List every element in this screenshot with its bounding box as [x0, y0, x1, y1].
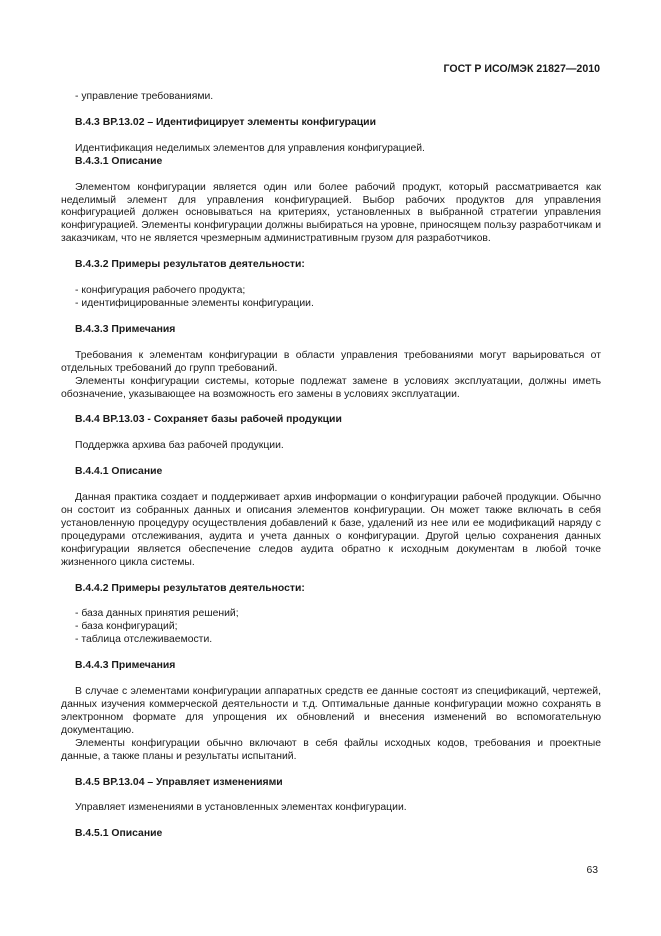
- paragraph-block: [61, 350, 601, 402]
- list-item: - идентифицированные элементы конфигурации.: [75, 297, 314, 309]
- section-heading-b44: В.4.4 ВР.13.03 - Сохраняет базы рабочей продукции: [75, 414, 342, 426]
- list-item: - база конфигураций;: [75, 621, 178, 633]
- list-item: - таблица отслеживаемости.: [75, 634, 213, 646]
- list-item: - управление требованиями.: [75, 91, 214, 102]
- paragraph: В случае с элементами конфигурации аппаратных средств ее данные состоят из спецификаций, чертежей, данных изучения коммерческой деятельности и т.д. Оптимальные данные конфигурации можно сохранять в электронном формате для упрощения их обновлений и внесения изменений во вспомогательную документацию.: [61, 686, 601, 736]
- subsection-heading: В.4.5.1 Описание: [75, 828, 163, 840]
- standard-header: ГОСТ Р ИСО/МЭК 21827—2010: [443, 63, 600, 75]
- list-item: - конфигурация рабочего продукта;: [75, 285, 246, 297]
- section-heading-b45: В.4.5 ВР.13.04 – Управляет изменениями: [75, 776, 283, 788]
- paragraph: Элементы конфигурации системы, которые подлежат замене в условиях эксплуатации, должны иметь обозначение, указывающее на возможность его замены в условиях эксплуатации.: [61, 375, 601, 400]
- section-heading-b43: В.4.3 ВР.13.02 – Идентифицирует элементы конфигурации: [75, 116, 376, 128]
- list-item: - база данных принятия решений;: [75, 608, 239, 620]
- paragraph-block: [61, 182, 601, 247]
- subsection-heading: В.4.3.2 Примеры результатов деятельности:: [75, 259, 305, 271]
- paragraph-block: [61, 492, 601, 569]
- section-summary: Идентификация неделимых элементов для управления конфигурацией.: [75, 142, 425, 154]
- subsection-heading: В.4.4.1 Описание: [75, 466, 163, 478]
- subsection-heading: В.4.3.1 Описание: [75, 155, 163, 167]
- subsection-heading: В.4.3.3 Примечания: [75, 323, 176, 335]
- examples-list: [75, 285, 599, 311]
- paragraph-block: [61, 686, 601, 763]
- paragraph: Элементом конфигурации является один или более рабочий продукт, который рассматривается как неделимый элемент для управления конфигурацией. Выбор рабочих продуктов для управления конфигурацией должен основываться на критериях, установленных в выбранной стратегии управления конфигурацией. Элементы конфигурации должны выбираться на уровне, приносящем пользу разработчикам и заказчикам, что не является чрезмерным административным грузом для разработчиков.: [61, 181, 601, 245]
- paragraph: Требования к элементам конфигурации в области управления требованиями могут варьироваться от отдельных требований до групп требований.: [61, 349, 601, 374]
- subsection-heading: В.4.4.2 Примеры результатов деятельности:: [75, 582, 305, 594]
- examples-list: [75, 608, 599, 647]
- page-content: [61, 91, 601, 841]
- section-summary: Управляет изменениями в установленных элементах конфигурации.: [75, 802, 407, 814]
- paragraph: Данная практика создает и поддерживает архив информации о конфигурации рабочей продукции. Обычно он состоит из собранных данных и описания элементов конфигурации. Он может также включать в себя установленную процедуру осуществления добавлений к базе, удалений из нее или ее модификаций наряду с процедурами отслеживания, аудита и учета данных о конфигурации. Другой целью сохранения данных конфигурации является обеспечение следов аудита обратно к исходным документам в любой точке жизненного цикла системы.: [61, 492, 601, 568]
- paragraph: Элементы конфигурации обычно включают в себя файлы исходных кодов, требования и проектные данные, а также планы и результаты испытаний.: [61, 737, 601, 762]
- subsection-heading: В.4.4.3 Примечания: [75, 660, 176, 672]
- section-summary: Поддержка архива баз рабочей продукции.: [75, 440, 284, 452]
- page-number: 63: [586, 865, 598, 876]
